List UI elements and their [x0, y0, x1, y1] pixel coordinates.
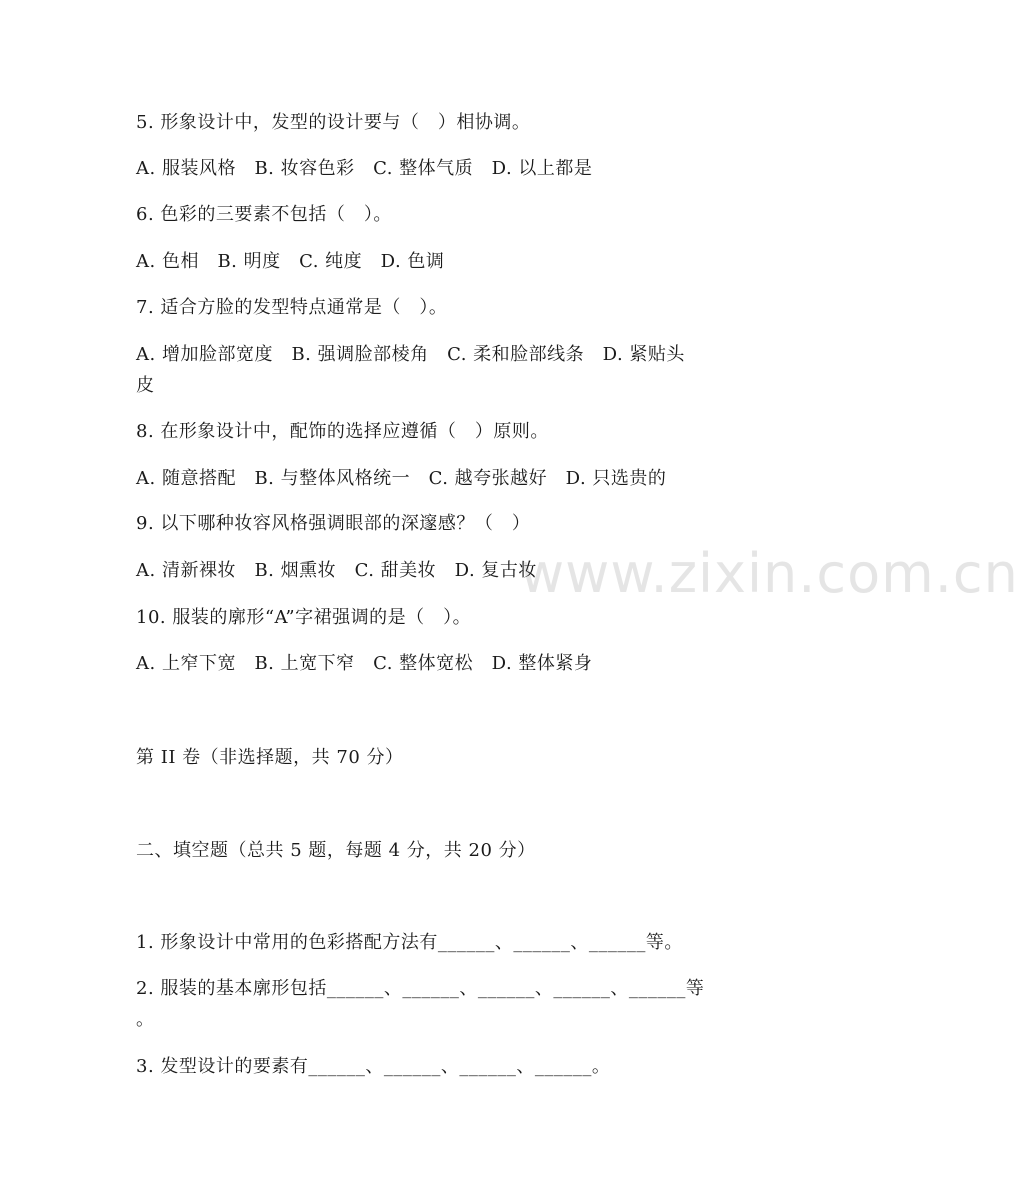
question-5-options: A. 服装风格 B. 妆容色彩 C. 整体气质 D. 以上都是: [136, 158, 593, 179]
question-6-options: A. 色相 B. 明度 C. 纯度 D. 色调: [136, 251, 445, 272]
fill-question-1: 1. 形象设计中常用的色彩搭配方法有______、______、______等。: [136, 932, 683, 953]
question-7-options: A. 增加脸部宽度 B. 强调脸部棱角 C. 柔和脸部线条 D. 紧贴头: [136, 344, 685, 365]
question-5: 5. 形象设计中，发型的设计要与（ ）相协调。: [136, 112, 531, 133]
question-6: 6. 色彩的三要素不包括（ ）。: [136, 204, 392, 225]
fill-question-2: 2. 服装的基本廓形包括______、______、______、______、______等: [136, 978, 705, 999]
part2-title: 二、填空题（总共 5 题，每题 4 分，共 20 分）: [136, 840, 536, 861]
question-7-options-cont: 皮: [136, 375, 155, 396]
question-7: 7. 适合方脸的发型特点通常是（ ）。: [136, 297, 448, 318]
fill-question-2-cont: 。: [136, 1009, 155, 1030]
watermark: www.zixin.com.cn: [520, 542, 1019, 605]
question-8: 8. 在形象设计中，配饰的选择应遵循（ ）原则。: [136, 421, 549, 442]
question-9-options: A. 清新裸妆 B. 烟熏妆 C. 甜美妆 D. 复古妆: [136, 560, 537, 581]
question-8-options: A. 随意搭配 B. 与整体风格统一 C. 越夸张越好 D. 只选贵的: [136, 468, 667, 489]
section-title: 第 II 卷（非选择题，共 70 分）: [136, 747, 404, 768]
fill-question-3: 3. 发型设计的要素有______、______、______、______。: [136, 1056, 611, 1077]
question-9: 9. 以下哪种妆容风格强调眼部的深邃感？（ ）: [136, 513, 531, 534]
question-10: 10. 服装的廓形“A”字裙强调的是（ ）。: [136, 607, 472, 628]
question-10-options: A. 上窄下宽 B. 上宽下窄 C. 整体宽松 D. 整体紧身: [136, 653, 593, 674]
